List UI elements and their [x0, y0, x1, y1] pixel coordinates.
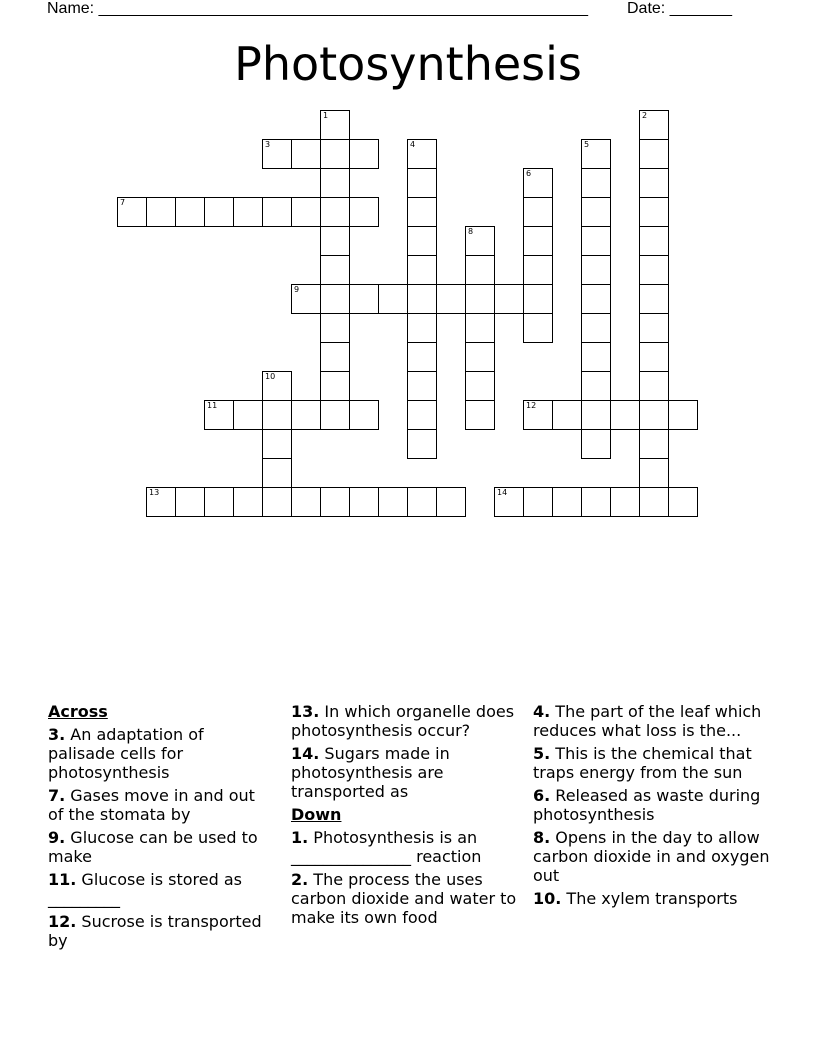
- crossword-cell[interactable]: [233, 197, 263, 227]
- clue-across-7: [48, 786, 273, 824]
- crossword-cell[interactable]: [581, 371, 611, 401]
- clue-number: 5.: [533, 744, 551, 763]
- crossword-cell[interactable]: [639, 429, 669, 459]
- crossword-cell[interactable]: [320, 487, 350, 517]
- crossword-cell[interactable]: [291, 197, 321, 227]
- clue-text: Glucose is stored as _________: [48, 870, 242, 908]
- clue-across-3: [48, 725, 273, 782]
- crossword-cell[interactable]: [233, 400, 263, 430]
- crossword-cell[interactable]: [523, 284, 553, 314]
- clue-number: 7.: [48, 786, 66, 805]
- down-heading: Down: [291, 805, 342, 824]
- crossword-cell[interactable]: [262, 429, 292, 459]
- crossword-cell[interactable]: [639, 110, 669, 140]
- cell-number: 9: [294, 285, 300, 294]
- crossword-cell[interactable]: [552, 487, 582, 517]
- clues-column-2: [291, 702, 523, 931]
- clue-text: Sugars made in photosynthesis are transported as: [291, 744, 450, 801]
- crossword-cell[interactable]: [378, 487, 408, 517]
- cell-number: 1: [323, 111, 329, 120]
- crossword-cell[interactable]: [407, 168, 437, 198]
- crossword-cell[interactable]: [639, 255, 669, 285]
- crossword-cell[interactable]: [581, 487, 611, 517]
- clue-down-6: [533, 786, 773, 824]
- crossword-cell[interactable]: [233, 487, 263, 517]
- crossword-cell[interactable]: [581, 255, 611, 285]
- crossword-cell[interactable]: [175, 487, 205, 517]
- clue-number: 13.: [291, 702, 320, 721]
- clue-down-1: [291, 828, 523, 866]
- crossword-cell[interactable]: [407, 313, 437, 343]
- crossword-cell[interactable]: [407, 284, 437, 314]
- clue-number: 10.: [533, 889, 562, 908]
- clue-text: In which organelle does photosynthesis occur?: [291, 702, 515, 740]
- crossword-cell[interactable]: [407, 342, 437, 372]
- crossword-cell[interactable]: [320, 342, 350, 372]
- crossword-cell[interactable]: [581, 429, 611, 459]
- cell-number: 14: [497, 488, 508, 497]
- crossword-cell[interactable]: [581, 313, 611, 343]
- clue-text: Released as waste during photosynthesis: [533, 786, 761, 824]
- crossword-cell[interactable]: [494, 487, 524, 517]
- crossword-cell[interactable]: [639, 342, 669, 372]
- crossword-cell[interactable]: [349, 487, 379, 517]
- clues-column-1: [48, 702, 273, 954]
- crossword-cell[interactable]: [523, 168, 553, 198]
- crossword-cell[interactable]: [320, 226, 350, 256]
- crossword-cell[interactable]: [581, 139, 611, 169]
- clue-across-14: [291, 744, 523, 801]
- crossword-cell[interactable]: [262, 458, 292, 488]
- page-title: Photosynthesis: [234, 37, 582, 91]
- clue-number: 11.: [48, 870, 77, 889]
- crossword-cell[interactable]: [581, 226, 611, 256]
- clue-down-4: [533, 702, 773, 740]
- crossword-cell[interactable]: [581, 197, 611, 227]
- cell-number: 8: [468, 227, 474, 236]
- cell-number: 10: [265, 372, 276, 381]
- crossword-cell[interactable]: [407, 487, 437, 517]
- crossword-cell[interactable]: [639, 487, 669, 517]
- clue-number: 6.: [533, 786, 551, 805]
- crossword-cell[interactable]: [465, 313, 495, 343]
- crossword-cell[interactable]: [320, 110, 350, 140]
- crossword-cell[interactable]: [465, 284, 495, 314]
- crossword-cell[interactable]: [262, 197, 292, 227]
- crossword-cell[interactable]: [639, 400, 669, 430]
- crossword-cell[interactable]: [262, 139, 292, 169]
- clue-number: 3.: [48, 725, 66, 744]
- crossword-cell[interactable]: [349, 197, 379, 227]
- cell-number: 13: [149, 488, 160, 497]
- crossword-cell[interactable]: [639, 458, 669, 488]
- crossword-cell[interactable]: [436, 284, 466, 314]
- clue-text: Gases move in and out of the stomata by: [48, 786, 255, 824]
- cell-number: 6: [526, 169, 532, 178]
- crossword-cell[interactable]: [407, 371, 437, 401]
- crossword-cell[interactable]: [552, 400, 582, 430]
- crossword-cell[interactable]: [320, 139, 350, 169]
- clue-text: Sucrose is transported by: [48, 912, 262, 950]
- crossword-cell[interactable]: [639, 284, 669, 314]
- clue-across-9: [48, 828, 273, 866]
- clue-number: 8.: [533, 828, 551, 847]
- crossword-cell[interactable]: [407, 429, 437, 459]
- crossword-cell[interactable]: [320, 313, 350, 343]
- crossword-cell[interactable]: [291, 284, 321, 314]
- crossword-cell[interactable]: [465, 400, 495, 430]
- crossword-cell[interactable]: [204, 487, 234, 517]
- clue-text: This is the chemical that traps energy from the sun: [533, 744, 752, 782]
- clue-text: The xylem transports: [561, 889, 738, 908]
- clue-across-12: [48, 912, 273, 950]
- clue-number: 9.: [48, 828, 66, 847]
- crossword-cell[interactable]: [204, 197, 234, 227]
- across-heading: Across: [48, 702, 108, 721]
- crossword-cell[interactable]: [523, 487, 553, 517]
- clue-number: 1.: [291, 828, 309, 847]
- cell-number: 5: [584, 140, 590, 149]
- crossword-cell[interactable]: [407, 255, 437, 285]
- cell-number: 4: [410, 140, 416, 149]
- crossword-cell[interactable]: [610, 400, 640, 430]
- clue-across-13: [291, 702, 523, 740]
- crossword-cell[interactable]: [465, 342, 495, 372]
- crossword-cell[interactable]: [320, 168, 350, 198]
- crossword-cell[interactable]: [407, 139, 437, 169]
- crossword-cell[interactable]: [639, 168, 669, 198]
- crossword-cell[interactable]: [639, 139, 669, 169]
- clue-number: 12.: [48, 912, 77, 931]
- crossword-cell[interactable]: [465, 255, 495, 285]
- crossword-cell[interactable]: [581, 342, 611, 372]
- crossword-cell[interactable]: [581, 168, 611, 198]
- crossword-cell[interactable]: [465, 226, 495, 256]
- clue-number: 14.: [291, 744, 320, 763]
- cell-number: 2: [642, 111, 648, 120]
- crossword-cell[interactable]: [494, 284, 524, 314]
- crossword-cell[interactable]: [262, 400, 292, 430]
- clue-number: 4.: [533, 702, 551, 721]
- crossword-cell[interactable]: [117, 197, 147, 227]
- crossword-cell[interactable]: [639, 371, 669, 401]
- crossword-cell[interactable]: [610, 487, 640, 517]
- clue-text: The part of the leaf which reduces what loss is the...: [533, 702, 762, 740]
- crossword-cell[interactable]: [320, 371, 350, 401]
- crossword-cell[interactable]: [262, 487, 292, 517]
- cell-number: 12: [526, 401, 537, 410]
- crossword-cell[interactable]: [639, 313, 669, 343]
- crossword-cell[interactable]: [523, 197, 553, 227]
- clues-column-3: [533, 702, 773, 912]
- clue-text: Photosynthesis is an _______________ reaction: [291, 828, 482, 866]
- crossword-cell[interactable]: [639, 197, 669, 227]
- crossword-cell[interactable]: [407, 226, 437, 256]
- crossword-cell[interactable]: [320, 400, 350, 430]
- clue-text: Glucose can be used to make: [48, 828, 258, 866]
- crossword-cell[interactable]: [668, 400, 698, 430]
- crossword-cell[interactable]: [523, 400, 553, 430]
- crossword-cell[interactable]: [378, 284, 408, 314]
- crossword-cell[interactable]: [349, 284, 379, 314]
- crossword-cell[interactable]: [465, 371, 495, 401]
- crossword-cell[interactable]: [436, 487, 466, 517]
- crossword-cell[interactable]: [639, 226, 669, 256]
- crossword-cell[interactable]: [581, 400, 611, 430]
- crossword-cell[interactable]: [291, 139, 321, 169]
- crossword-cell[interactable]: [407, 400, 437, 430]
- crossword-cell[interactable]: [523, 255, 553, 285]
- crossword-cell[interactable]: [146, 487, 176, 517]
- clue-down-10: [533, 889, 773, 908]
- clue-number: 2.: [291, 870, 309, 889]
- name-field: Name: _______________________________________________________: [47, 0, 588, 17]
- crossword-cell[interactable]: [320, 255, 350, 285]
- crossword-cell[interactable]: [523, 313, 553, 343]
- cell-number: 7: [120, 198, 126, 207]
- crossword-cell[interactable]: [581, 284, 611, 314]
- date-field: Date: _______: [627, 0, 732, 17]
- crossword-cell[interactable]: [523, 226, 553, 256]
- crossword-cell[interactable]: [262, 371, 292, 401]
- clue-text: Opens in the day to allow carbon dioxide in and oxygen out: [533, 828, 770, 885]
- crossword-cell[interactable]: [175, 197, 205, 227]
- crossword-cell[interactable]: [349, 400, 379, 430]
- crossword-cell[interactable]: [320, 284, 350, 314]
- crossword-cell[interactable]: [320, 197, 350, 227]
- clue-text: The process the uses carbon dioxide and water to make its own food: [291, 870, 517, 927]
- crossword-cell[interactable]: [291, 400, 321, 430]
- crossword-cell[interactable]: [146, 197, 176, 227]
- crossword-cell[interactable]: [291, 487, 321, 517]
- cell-number: 11: [207, 401, 218, 410]
- clue-down-2: [291, 870, 523, 927]
- clue-across-11: [48, 870, 273, 908]
- clue-down-8: [533, 828, 773, 885]
- cell-number: 3: [265, 140, 271, 149]
- clue-down-5: [533, 744, 773, 782]
- crossword-cell[interactable]: [204, 400, 234, 430]
- crossword-cell[interactable]: [349, 139, 379, 169]
- clue-text: An adaptation of palisade cells for photosynthesis: [48, 725, 204, 782]
- crossword-cell[interactable]: [407, 197, 437, 227]
- crossword-cell[interactable]: [668, 487, 698, 517]
